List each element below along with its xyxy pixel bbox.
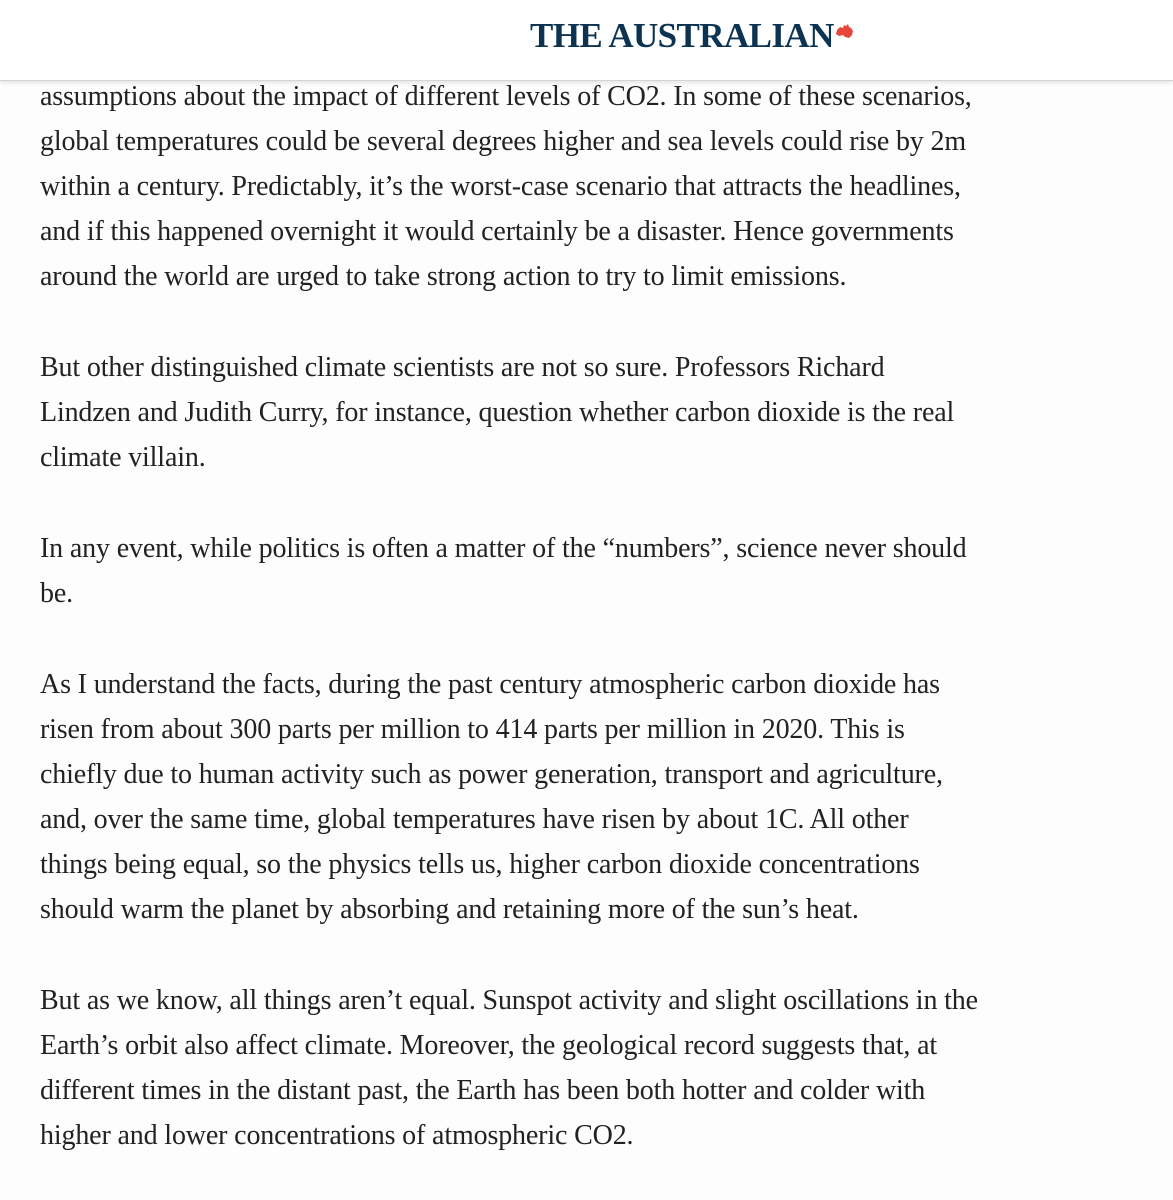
paragraph: assumptions about the impact of different levels of CO2. In some of these scenarios, global temperatures could be several degrees higher and sea levels could rise by 2m within a century. Predictably, it’s the worst-case scenario that attracts the headlines, and if this happened overnight it would certainly be a disaster. Hence governments around the world are urged to take strong action to try to limit emissions. xyxy=(40,81,972,292)
site-header xyxy=(0,0,1173,81)
paragraph: But as we know, all things aren’t equal. Sunspot activity and slight oscillations in the Earth’s orbit also affect climate. Moreover, the geological record suggests that, at different times in the distant past, the Earth has been both hotter and colder with higher and lower concentrations of atmospheric CO2. xyxy=(40,985,978,1151)
paragraph: In any event, while politics is often a matter of the “numbers”, science never should be. xyxy=(40,533,967,609)
article-body xyxy=(40,74,1140,1200)
paragraph: But other distinguished climate scientists are not so sure. Professors Richard Lindzen and Judith Curry, for instance, question whether carbon dioxide is the real climate villain. xyxy=(40,352,955,473)
masthead-logo[interactable] xyxy=(530,14,855,58)
paragraph: As I understand the facts, during the past century atmospheric carbon dioxide has risen from about 300 parts per million to 414 parts per million in 2020. This is chiefly due to human activity such as power generation, transport and agriculture, and, over the same time, global temperatures have risen by about 1C. All other things being equal, so the physics tells us, higher carbon dioxide concentrations should warm the planet by absorbing and retaining more of the sun’s heat. xyxy=(40,669,943,925)
australia-map-icon xyxy=(835,23,855,41)
masthead-title: THE AUSTRALIAN xyxy=(530,16,834,55)
